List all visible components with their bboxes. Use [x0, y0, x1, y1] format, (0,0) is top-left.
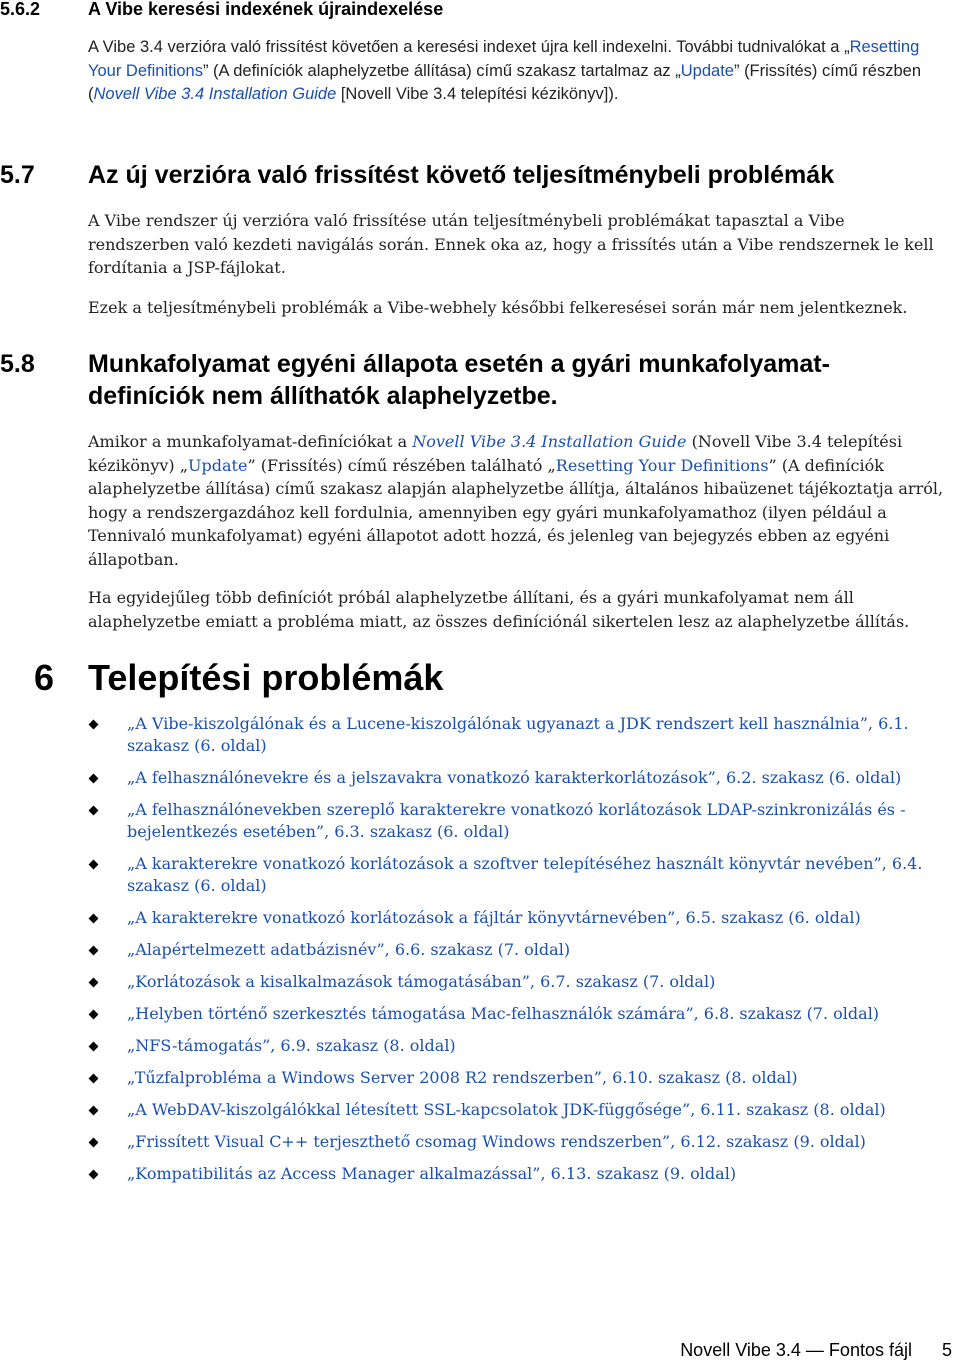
diamond-bullet-icon	[89, 1074, 99, 1084]
section-number: 5.8	[0, 350, 35, 378]
diamond-bullet-icon	[89, 946, 99, 956]
toc-item[interactable]	[88, 1131, 950, 1153]
toc-item[interactable]	[88, 1003, 950, 1025]
text: Amikor a munkafolyamat-definíciókat a	[88, 432, 413, 451]
toc-item[interactable]	[88, 799, 950, 843]
link-installation-guide[interactable]: Novell Vibe 3.4 Installation Guide	[93, 85, 337, 103]
section-heading-5-7	[0, 160, 834, 190]
section-title: A Vibe keresési indexének újraindexelése	[88, 0, 444, 19]
paragraph-5-8-2: Ha egyidejűleg több definíciót próbál alaphelyzetbe állítani, és a gyári munkafolyamat nem áll alaphelyzetbe emiatt a probléma miatt, az összes definíciónál sikertelen lesz az alaphelyzetbe állítás.	[88, 588, 910, 631]
toc-link[interactable]: „Alapértelmezett adatbázisnév”, 6.6. szakasz (7. oldal)	[127, 940, 571, 959]
section-heading-5-6-2	[0, 0, 443, 21]
diamond-bullet-icon	[89, 1042, 99, 1052]
paragraph-5-7-1: A Vibe rendszer új verzióra való frissítése után teljesítménybeli problémákat tapasztal a Vibe rendszerben való kezdeti navigálás során. Ennek oka az, hogy a frissítés után a Vibe rendszernek le kell fordítania a JSP-fájlokat.	[88, 211, 934, 277]
link-installation-guide[interactable]: Novell Vibe 3.4 Installation Guide	[412, 432, 687, 451]
diamond-bullet-icon	[89, 806, 99, 816]
diamond-bullet-icon	[89, 978, 99, 988]
diamond-bullet-icon	[89, 914, 99, 924]
section-number: 5.6.2	[0, 0, 41, 19]
chapter-heading-6	[0, 658, 443, 698]
diamond-bullet-icon	[89, 1106, 99, 1116]
text: ” (Frissítés) című részében található „	[247, 455, 556, 475]
text: [Novell Vibe 3.4 telepítési kézikönyv]).	[336, 85, 619, 103]
toc-link[interactable]: „Korlátozások a kisalkalmazások támogatásában”, 6.7. szakasz (7. oldal)	[127, 972, 716, 991]
chapter-6-toc-list	[88, 713, 950, 1195]
section-number: 5.7	[0, 161, 35, 189]
link-resetting-definitions[interactable]: Resetting Your Definitions	[555, 455, 769, 475]
toc-item[interactable]	[88, 713, 950, 757]
diamond-bullet-icon	[89, 1138, 99, 1148]
link-resetting-definitions[interactable]: Resetting Your Definitions	[88, 38, 920, 80]
toc-item[interactable]	[88, 1099, 950, 1121]
section-title: Az új verzióra való frissítést követő teljesítménybeli problémák	[88, 161, 835, 189]
chapter-number: 6	[33, 657, 55, 698]
page-footer	[680, 1340, 952, 1361]
toc-link[interactable]: „Helyben történő szerkesztés támogatása Mac-felhasználók számára”, 6.8. szakasz (7. oldal)	[127, 1004, 880, 1023]
toc-link[interactable]: „A WebDAV-kiszolgálókkal létesített SSL-kapcsolatok JDK-függősége”, 6.11. szakasz (8. oldal)	[127, 1100, 886, 1119]
toc-link[interactable]: „A Vibe-kiszolgálónak és a Lucene-kiszolgálónak ugyanazt a JDK rendszert kell használnia”, 6.1. szakasz (6. oldal)	[127, 714, 909, 755]
toc-link[interactable]: „Kompatibilitás az Access Manager alkalmazással”, 6.13. szakasz (9. oldal)	[127, 1164, 737, 1183]
diamond-bullet-icon	[89, 720, 99, 730]
toc-link[interactable]: „A karakterekre vonatkozó korlátozások a fájltár könyvtárnevében”, 6.5. szakasz (6. oldal)	[127, 908, 861, 927]
link-update[interactable]: Update	[680, 61, 734, 80]
toc-item[interactable]	[88, 1035, 950, 1057]
text: ” (A definíciók alaphelyzetbe állítása) című szakasz alapján alaphelyzetbe állítja, általános hibaüzenet tájékoztatja arról, hogy a rendszergazdához kell fordulnia, amennyiben egy gyári munkafolyamathoz (ilyen például a Tennivaló munkafolyamat) egyéni állapotot adott hozzá, és jelenleg van bejegyzés ebben az egyéni állapotban.	[88, 455, 944, 569]
text: (Novell Vibe 3.4 telepítési kézikönyv) „	[88, 432, 903, 475]
toc-item[interactable]	[88, 767, 950, 789]
toc-item[interactable]	[88, 907, 950, 929]
diamond-bullet-icon	[89, 1170, 99, 1180]
section-title: Munkafolyamat egyéni állapota esetén a gyári munkafolyamat-definíciók nem állíthatók alaphelyzetbe.	[88, 350, 830, 410]
page-number: 5	[941, 1340, 952, 1360]
toc-link[interactable]: „Tűzfalprobléma a Windows Server 2008 R2 rendszerben”, 6.10. szakasz (8. oldal)	[127, 1068, 798, 1087]
diamond-bullet-icon	[89, 1010, 99, 1020]
text: A Vibe 3.4 verzióra való frissítést követően a keresési indexet újra kell indexelni. További tudnivalókat a „	[88, 38, 850, 56]
paragraph-5-6-2	[88, 36, 950, 107]
paragraph-5-7-2: Ezek a teljesítménybeli problémák a Vibe-webhely későbbi felkeresései során már nem jelentkeznek.	[88, 298, 908, 317]
section-heading-5-8	[0, 348, 940, 412]
diamond-bullet-icon	[89, 774, 99, 784]
toc-item[interactable]	[88, 1163, 950, 1185]
toc-link[interactable]: „NFS-támogatás”, 6.9. szakasz (8. oldal)	[127, 1036, 456, 1055]
paragraph-5-8-1	[88, 430, 950, 571]
text: ” (Frissítés) című részben (	[88, 61, 922, 103]
toc-item[interactable]	[88, 853, 950, 897]
toc-link[interactable]: „A felhasználónevekre és a jelszavakra vonatkozó karakterkorlátozások”, 6.2. szakasz (6. oldal)	[127, 768, 902, 787]
text: ” (A definíciók alaphelyzetbe állítása) című szakasz tartalmaz az „	[202, 61, 681, 80]
link-update[interactable]: Update	[188, 455, 248, 475]
toc-item[interactable]	[88, 1067, 950, 1089]
toc-link[interactable]: „Frissített Visual C++ terjeszthető csomag Windows rendszerben”, 6.12. szakasz (9. oldal)	[127, 1132, 866, 1151]
toc-link[interactable]: „A karakterekre vonatkozó korlátozások a szoftver telepítéséhez használt könyvtár nevében”, 6.4. szakasz (6. oldal)	[127, 854, 923, 895]
toc-item[interactable]	[88, 939, 950, 961]
footer-title: Novell Vibe 3.4 — Fontos fájl	[680, 1340, 912, 1360]
chapter-title: Telepítési problémák	[88, 657, 444, 698]
diamond-bullet-icon	[89, 860, 99, 870]
toc-link[interactable]: „A felhasználónevekben szereplő karakterekre vonatkozó korlátozások LDAP-szinkronizálás és -bejelentkezés esetében”, 6.3. szakasz (6. oldal)	[127, 800, 906, 841]
toc-item[interactable]	[88, 971, 950, 993]
